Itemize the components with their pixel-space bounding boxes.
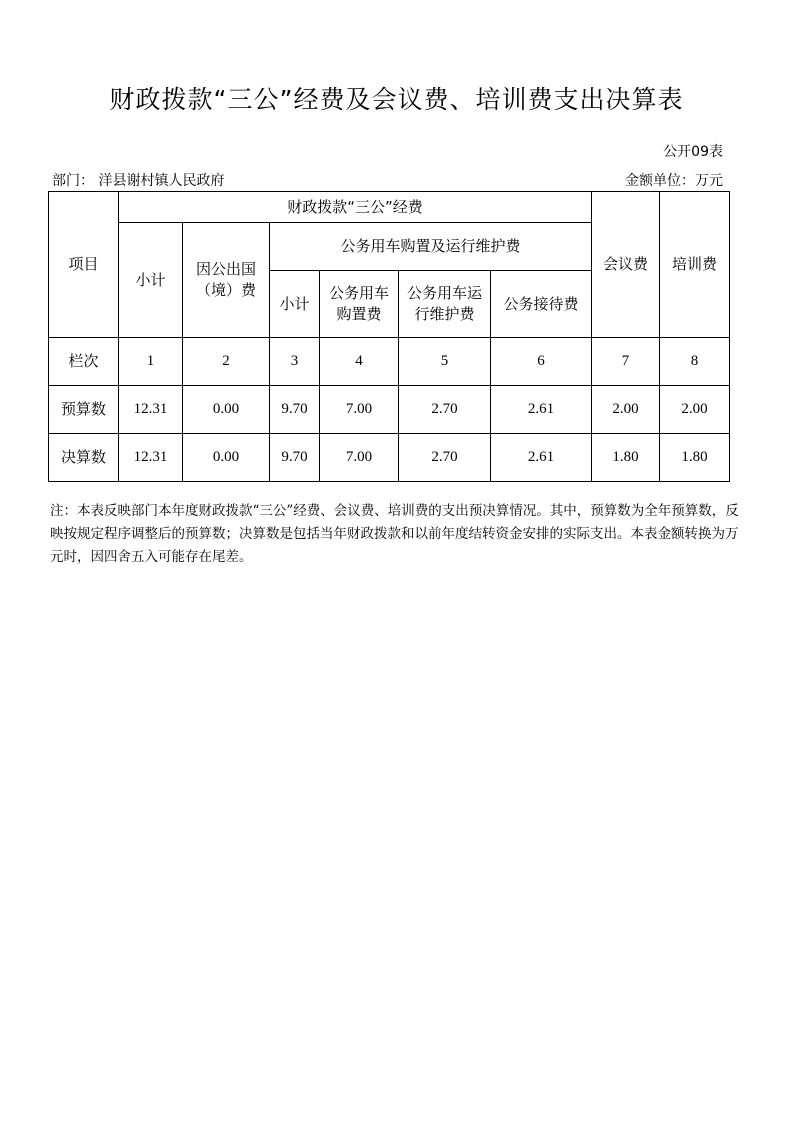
header-vehicle-purchase: 公务用车购置费 xyxy=(320,271,399,338)
header-row-1 xyxy=(49,192,730,223)
header-vehicle-maintenance: 公务用车运行维护费 xyxy=(399,271,491,338)
column-index-cell: 1 xyxy=(119,338,183,386)
amount-unit-label: 金额单位：万元 xyxy=(625,173,723,189)
table-cell: 2.70 xyxy=(399,434,491,482)
table-row-budget xyxy=(49,386,730,434)
header-reception: 公务接待费 xyxy=(491,271,592,338)
table-cell: 2.00 xyxy=(592,386,660,434)
table-cell: 2.61 xyxy=(491,434,592,482)
column-index-cell: 5 xyxy=(399,338,491,386)
table-cell: 2.70 xyxy=(399,386,491,434)
header-item: 项目 xyxy=(49,192,119,338)
column-index-cell: 4 xyxy=(320,338,399,386)
table-row-actual xyxy=(49,434,730,482)
column-index-cell: 3 xyxy=(270,338,320,386)
header-vehicle-subtotal: 小计 xyxy=(270,271,320,338)
expenditure-table xyxy=(48,191,730,482)
table-cell: 0.00 xyxy=(183,386,270,434)
table-cell: 1.80 xyxy=(592,434,660,482)
table-cell: 1.80 xyxy=(660,434,730,482)
page-title: 财政拨款“三公”经费及会议费、培训费支出决算表 xyxy=(109,85,684,114)
column-index-cell: 7 xyxy=(592,338,660,386)
header-meeting: 会议费 xyxy=(592,192,660,338)
table-cell: 9.70 xyxy=(270,434,320,482)
header-abroad: 因公出国（境）费 xyxy=(183,223,270,338)
table-cell: 9.70 xyxy=(270,386,320,434)
department-label: 部门： 洋县谢村镇人民政府 xyxy=(52,173,225,189)
header-subtotal: 小计 xyxy=(119,223,183,338)
table-cell: 7.00 xyxy=(320,434,399,482)
column-index-cell: 2 xyxy=(183,338,270,386)
table-cell: 7.00 xyxy=(320,386,399,434)
row-label: 预算数 xyxy=(49,386,119,434)
row-label: 决算数 xyxy=(49,434,119,482)
table-cell: 2.61 xyxy=(491,386,592,434)
table-cell: 2.00 xyxy=(660,386,730,434)
table-cell: 0.00 xyxy=(183,434,270,482)
footnote: 注：本表反映部门本年度财政拨款“三公”经费、会议费、培训费的支出预决算情况。其中，预算数为全年预算数，反映按规定程序调整后的预算数；决算数是包括当年财政拨款和以前年度结转资金安排的实际支出。本表金额转换为万元时，因四舍五入可能存在尾差。 xyxy=(50,503,739,565)
header-sangong-group: 财政拨款“三公”经费 xyxy=(119,192,592,223)
header-vehicle-group: 公务用车购置及运行维护费 xyxy=(270,223,592,271)
column-index-cell: 6 xyxy=(491,338,592,386)
column-index-label: 栏次 xyxy=(49,338,119,386)
table-cell: 12.31 xyxy=(119,434,183,482)
form-number: 公开09表 xyxy=(663,144,723,160)
header-training: 培训费 xyxy=(660,192,730,338)
table-cell: 12.31 xyxy=(119,386,183,434)
column-index-row xyxy=(49,338,730,386)
column-index-cell: 8 xyxy=(660,338,730,386)
